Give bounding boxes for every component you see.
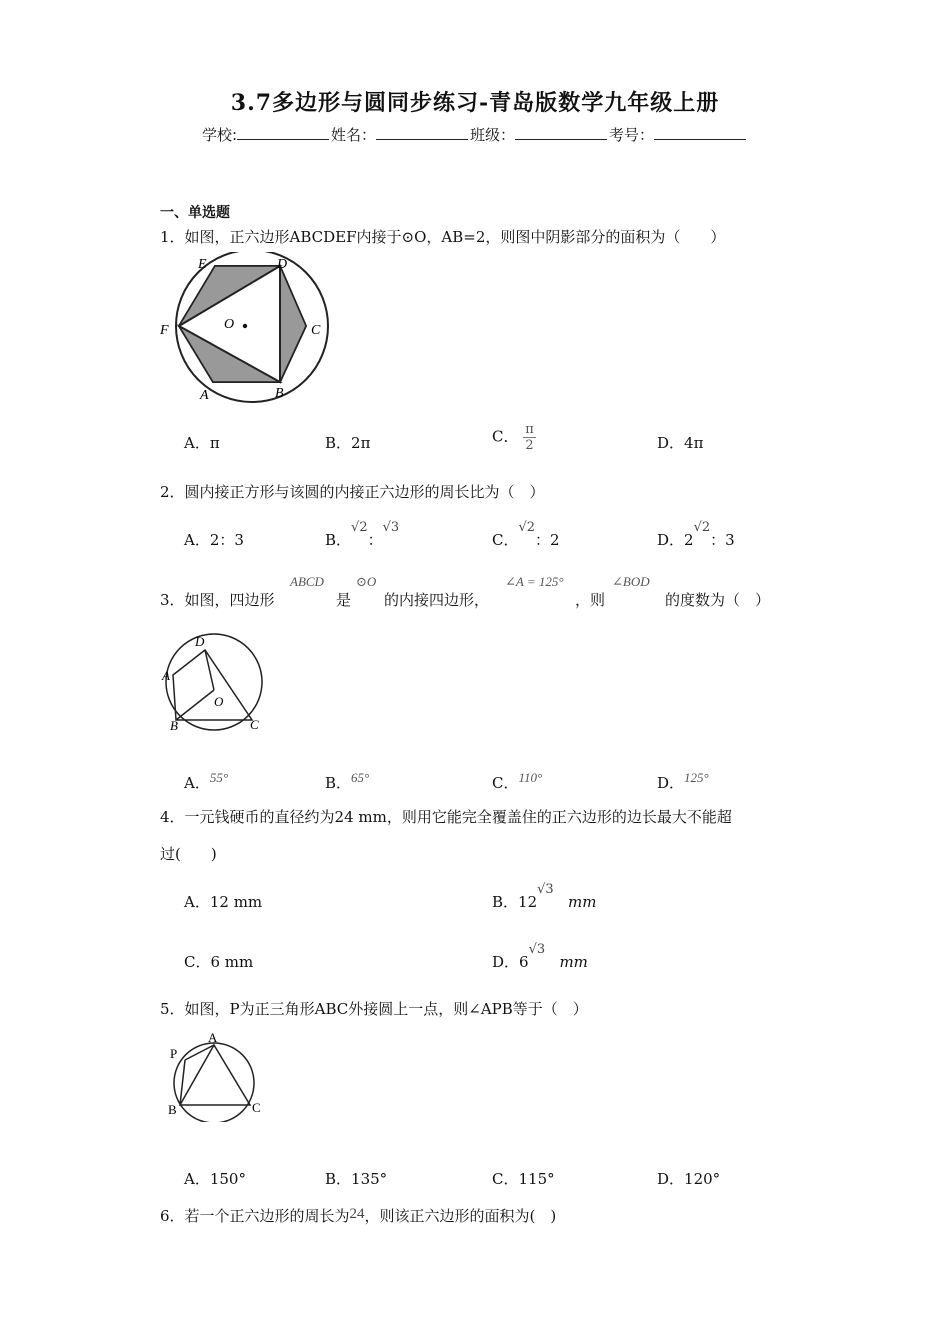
q5-label-B: B — [168, 1102, 177, 1117]
q1-label-A: A — [200, 388, 209, 403]
q2-option-d-root: √2 — [693, 520, 711, 535]
q2-option-d-tail: ：3 — [710, 531, 735, 549]
number-blank — [654, 125, 746, 140]
q4-option-d-root: √3 — [528, 942, 546, 957]
q2-option-b[interactable] — [325, 515, 400, 549]
q3-option-b-value: 65° — [351, 770, 370, 785]
q3-option-a-prefix: A． — [184, 774, 210, 792]
q4-option-d[interactable] — [492, 937, 588, 971]
q3-option-b-prefix: B． — [325, 774, 352, 792]
q1-option-a[interactable]: A．π — [184, 434, 220, 452]
page-title: 3.7多边形与圆同步练习-青岛版数学九年级上册 — [230, 90, 720, 116]
q1-option-d[interactable]: D．4π — [657, 434, 704, 452]
q3-figure — [158, 630, 270, 736]
q3-stem-t1: 是 — [336, 591, 352, 609]
q3-stem-t4: 的度数为（ ） — [665, 591, 771, 609]
school-blank — [237, 125, 329, 140]
q4-option-c[interactable]: C．6 mm — [184, 953, 254, 971]
q3-math-abcd: ABCD — [290, 574, 324, 589]
number-label: 考号： — [609, 126, 655, 144]
q3-option-a[interactable] — [184, 766, 229, 792]
q3-math-angle-bod: ∠BOD — [612, 574, 650, 589]
q3-label-A: A — [162, 668, 170, 683]
q2-option-b-root1: √2 — [351, 520, 368, 535]
q6-perimeter-value: 24 — [349, 1206, 365, 1222]
q3-stem-t3: ，则 — [575, 591, 606, 609]
q4-option-a[interactable]: A．12 mm — [184, 893, 263, 911]
q5-option-b[interactable]: B．135° — [325, 1170, 388, 1188]
q5-label-A: A — [208, 1030, 218, 1045]
q6-stem-pre: 6．若一个正六边形的周长为 — [160, 1207, 350, 1225]
q5-stem: 5．如图，P为正三角形ABC外接圆上一点，则∠APB等于（ ） — [160, 1000, 588, 1018]
name-label: 姓名： — [331, 126, 377, 144]
q3-label-O: O — [214, 694, 224, 709]
class-label: 班级： — [470, 126, 516, 144]
q3-math-circle: ⊙O — [356, 574, 377, 589]
q1-label-B: B — [275, 386, 284, 401]
q2-option-c-root: √2 — [518, 520, 536, 535]
q6-stem — [160, 1205, 556, 1226]
q2-stem: 2．圆内接正方形与该圆的内接正六边形的周长比为（ ） — [160, 483, 545, 501]
q2-option-b-sep: ： — [367, 531, 383, 549]
q3-stem-num: 3．如图，四边形 — [160, 591, 275, 609]
q5-option-d[interactable]: D．120° — [657, 1170, 721, 1188]
q2-option-d-prefix: D．2 — [657, 531, 694, 549]
class-blank — [515, 125, 607, 140]
q1-option-c[interactable] — [492, 422, 536, 453]
q6-stem-post: ，则该正六边形的面积为( ) — [364, 1207, 557, 1225]
q2-option-c-prefix: C． — [492, 531, 519, 549]
q3-label-B: B — [170, 718, 178, 733]
q3-option-c-prefix: C． — [492, 774, 519, 792]
q3-label-C: C — [250, 717, 259, 732]
q3-option-d-prefix: D． — [657, 774, 685, 792]
q3-option-c[interactable] — [492, 766, 543, 792]
q4-stem-line1: 4．一元钱硬币的直径约为24 mm，则用它能完全覆盖住的正六边形的边长最大不能超 — [160, 808, 732, 826]
q2-option-c[interactable] — [492, 515, 560, 549]
q5-label-P: P — [170, 1046, 178, 1061]
q1-label-O: O — [224, 317, 235, 332]
q1-label-C: C — [311, 323, 321, 338]
q4-option-b[interactable] — [492, 877, 597, 911]
q1-label-E: E — [198, 257, 207, 272]
q3-stem-t2: 的内接四边形， — [384, 591, 490, 609]
student-info-line — [0, 124, 950, 145]
q1-option-b[interactable]: B．2π — [325, 434, 371, 452]
q2-option-b-prefix: B． — [325, 531, 352, 549]
q2-option-d[interactable] — [657, 515, 735, 549]
q2-option-a[interactable]: A．2：3 — [184, 531, 244, 549]
q3-label-D: D — [195, 634, 205, 649]
q1-option-c-fraction: $\frac{\pi}{2}$ — [525, 422, 534, 453]
q3-option-b[interactable] — [325, 766, 370, 792]
q4-option-d-unit: mm — [559, 953, 588, 971]
q5-figure — [164, 1030, 268, 1122]
q1-stem: 1．如图，正六边形ABCDEF内接于⊙O，AB=2，则图中阴影部分的面积为（ ） — [160, 228, 726, 246]
q5-option-c[interactable]: C．115° — [492, 1170, 555, 1188]
q3-option-a-value: 55° — [209, 770, 229, 785]
q5-option-a[interactable]: A．150° — [184, 1170, 246, 1188]
q5-label-C: C — [252, 1100, 261, 1115]
q1-option-c-prefix: C． — [492, 427, 519, 446]
q4-option-d-prefix: D．6 — [492, 953, 529, 971]
school-label: 学校: — [201, 126, 237, 144]
q4-option-b-prefix: B．12 — [492, 893, 538, 911]
q1-figure — [158, 252, 330, 404]
name-blank — [376, 125, 468, 140]
q3-option-d[interactable] — [657, 766, 709, 792]
q3-option-d-value: 125° — [684, 770, 709, 785]
q4-option-b-unit: mm — [568, 893, 597, 911]
q4-stem-line2: 过( ) — [160, 845, 217, 863]
q2-option-c-tail: ：2 — [535, 531, 560, 549]
q3-math-angle-a: ∠A = 125° — [505, 574, 564, 589]
q4-option-b-root: √3 — [537, 882, 554, 897]
q2-option-b-root2: √3 — [382, 520, 400, 535]
section-heading: 一、单选题 — [160, 205, 230, 221]
q1-label-F: F — [160, 323, 169, 338]
q1-label-D: D — [277, 257, 288, 272]
q3-option-c-value: 110° — [518, 770, 543, 785]
